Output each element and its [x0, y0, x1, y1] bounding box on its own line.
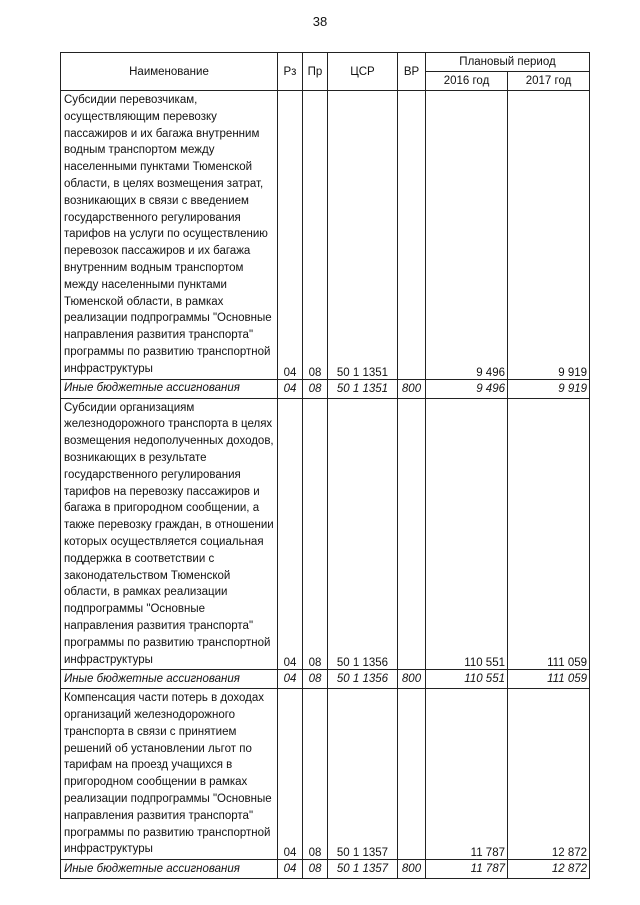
header-planning-period: Плановый период [426, 53, 590, 72]
row-rz: 04 [278, 689, 303, 860]
row-name: Субсидии организациям железнодорожного транспорта в целях возмещения недополученных доходов, возникающих в результате государственного регулирования тарифов на перевозку пассажиров и багажа в пригородном сообщении, а также перевозку граждан, в отношении которых осуществляется социальная поддержка в соответствии с законодательством Тюменской области, в рамках реализации подпрограммы "Основные направления развития транспорта" программы по развитию транспортной инфраструктуры [61, 398, 278, 670]
row-csr: 50 1 1356 [328, 398, 398, 670]
row-vr: 800 [398, 860, 426, 879]
row-csr: 50 1 1356 [328, 670, 398, 689]
row-name: Субсидии перевозчикам, осуществляющим перевозку пассажиров и их багажа внутренним водным транспортом между населенными пунктами Тюменской области, в целях возмещения затрат, возникающих в связи с введением государственного регулирования тарифов на услуги по осуществлению перевозок пассажиров и их багажа внутренним водным транспортом между населенными пунктами Тюменской области, в рамках реализации подпрограммы "Основные направления развития транспорта" программы по развитию транспортной инфраструктуры [61, 91, 278, 380]
row-name: Иные бюджетные ассигнования [61, 670, 278, 689]
row-2017: 111 059 [508, 398, 590, 670]
row-pr: 08 [303, 670, 328, 689]
row-2016: 9 496 [426, 379, 508, 398]
row-2017: 12 872 [508, 689, 590, 860]
table-row [61, 860, 590, 879]
row-2016: 9 496 [426, 91, 508, 380]
header-vr: ВР [398, 53, 426, 91]
row-2017: 9 919 [508, 91, 590, 380]
row-vr: 800 [398, 379, 426, 398]
row-rz: 04 [278, 398, 303, 670]
row-rz: 04 [278, 379, 303, 398]
row-name: Иные бюджетные ассигнования [61, 860, 278, 879]
row-name: Компенсация части потерь в доходах организаций железнодорожного транспорта в связи с принятием решений об установлении льгот по тарифам на проезд учащихся в пригородном сообщении в рамках реализации подпрограммы "Основные направления развития транспорта" программы по развитию транспортной инфраструктуры [61, 689, 278, 860]
row-vr [398, 689, 426, 860]
row-rz: 04 [278, 670, 303, 689]
row-2017: 9 919 [508, 379, 590, 398]
row-csr: 50 1 1357 [328, 689, 398, 860]
header-rz: Рз [278, 53, 303, 91]
row-csr: 50 1 1351 [328, 379, 398, 398]
row-2017: 111 059 [508, 670, 590, 689]
table-row [61, 670, 590, 689]
row-2016: 110 551 [426, 398, 508, 670]
table-row [61, 689, 590, 860]
header-name: Наименование [61, 53, 278, 91]
header-pr: Пр [303, 53, 328, 91]
row-pr: 08 [303, 398, 328, 670]
row-rz: 04 [278, 91, 303, 380]
row-vr [398, 398, 426, 670]
row-2016: 11 787 [426, 860, 508, 879]
row-rz: 04 [278, 860, 303, 879]
row-pr: 08 [303, 379, 328, 398]
row-2016: 110 551 [426, 670, 508, 689]
row-pr: 08 [303, 91, 328, 380]
row-vr: 800 [398, 670, 426, 689]
header-csr: ЦСР [328, 53, 398, 91]
row-pr: 08 [303, 689, 328, 860]
row-name: Иные бюджетные ассигнования [61, 379, 278, 398]
table-row [61, 379, 590, 398]
table-header [61, 53, 590, 91]
row-vr [398, 91, 426, 380]
table-row [61, 398, 590, 670]
budget-table [60, 52, 590, 879]
table-row [61, 91, 590, 380]
header-year-2016: 2016 год [426, 72, 508, 91]
row-csr: 50 1 1351 [328, 91, 398, 380]
row-pr: 08 [303, 860, 328, 879]
row-2016: 11 787 [426, 689, 508, 860]
row-csr: 50 1 1357 [328, 860, 398, 879]
header-year-2017: 2017 год [508, 72, 590, 91]
page-number: 38 [312, 14, 328, 29]
row-2017: 12 872 [508, 860, 590, 879]
